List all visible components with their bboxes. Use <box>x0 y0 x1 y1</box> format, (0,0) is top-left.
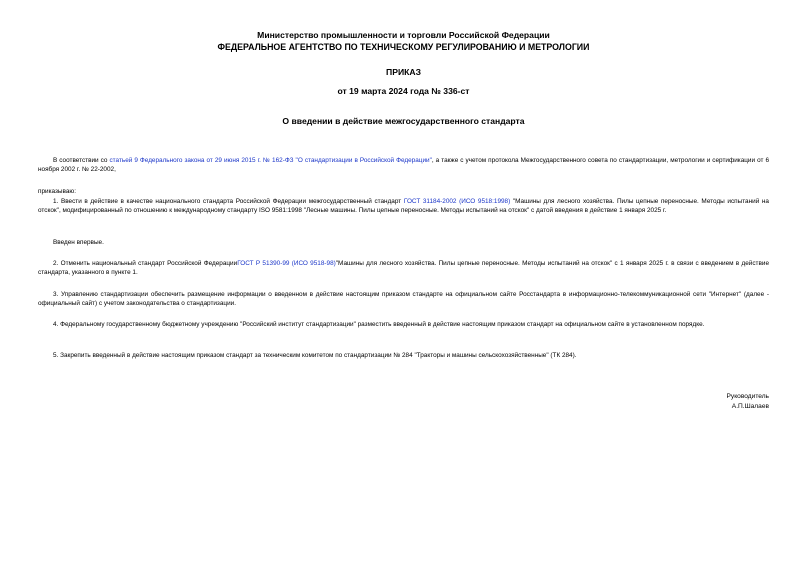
law-link[interactable]: статьей 9 Федерального закона от 29 июня 2015 г. № 162-ФЗ "О стандартизации в Российской Федерации" <box>109 157 432 164</box>
ministry-name: Министерство промышленности и торговли Российской Федерации <box>257 30 550 40</box>
item-2-text-end: "Машины для лесного хозяйства. Пилы цепные переносные. Методы испытаний на отскок" с 1 января 2025 г. в связи с введением в действие стандарта, указанного в пункте 1. <box>38 260 769 277</box>
agency-name: ФЕДЕРАЛЬНОЕ АГЕНТСТВО ПО ТЕХНИЧЕСКОМУ РЕГУЛИРОВАНИЮ И МЕТРОЛОГИИ <box>217 42 590 52</box>
first-time-note: Введен впервые. <box>53 239 104 246</box>
document-type: ПРИКАЗ <box>386 67 421 77</box>
order-word: приказываю: <box>38 188 76 195</box>
item-4-paragraph: 4. Федеральному государственному бюджетному учреждению "Российский институт стандартизации" разместить введенный в действие настоящим приказом стандарт на официальном сайте в установленном порядке. <box>53 321 705 328</box>
preamble-text-start: В соответствии со <box>53 157 110 164</box>
document-subject: О введении в действие межгосударственного стандарта <box>282 116 525 126</box>
gost-31184-link[interactable]: ГОСТ 31184-2002 (ИСО 9518:1998) <box>403 198 511 205</box>
signature-block <box>727 392 769 412</box>
item-2-text-start: 2. Отменить национальный стандарт Российской Федерации <box>53 260 238 267</box>
preamble-text-end: , а также с учетом протокола Межгосударственного совета по стандартизации, метрологии и сертификации от 6 ноября 2002 г. № 22-2002, <box>38 157 769 174</box>
item-5-paragraph: 5. Закрепить введенный в действие настоящим приказом стандарт за техническим комитетом по стандартизации № 284 "Тракторы и машины сельскохозяйственные" (ТК 284). <box>53 352 577 359</box>
signatory-name: А.П.Шалаев <box>731 403 769 410</box>
preamble-paragraph <box>38 156 769 175</box>
item-1-paragraph <box>38 197 769 216</box>
document-date-number: от 19 марта 2024 года № 336-ст <box>337 86 470 96</box>
item-1-text-start: 1. Ввести в действие в качестве национального стандарта Российской Федерации межгосударственный стандарт <box>53 198 404 205</box>
item-1-text-end: "Машины для лесного хозяйства. Пилы цепные переносные. Методы испытаний на отскок", модифицированный по отношению к международному стандарту ISO 9581:1998 "Лесные машины. Пилы цепные переносные. Методы испытаний на отскок" с датой введения в действие 1 января 2025 г. <box>38 198 769 215</box>
item-3-paragraph: 3. Управлению стандартизации обеспечить размещение информации о введенном в действие настоящим приказом стандарте на официальном сайте Росстандарта в информационно-телекоммуникационной сети "Интернет" (далее - официальный сайт) с учетом законодательства о стандартизации. <box>38 291 769 308</box>
gost-r-51390-link[interactable]: ГОСТ Р 51390-99 (ИСО 9518-98) <box>237 260 336 267</box>
signatory-position: Руководитель <box>726 393 769 400</box>
item-2-paragraph <box>38 259 769 278</box>
